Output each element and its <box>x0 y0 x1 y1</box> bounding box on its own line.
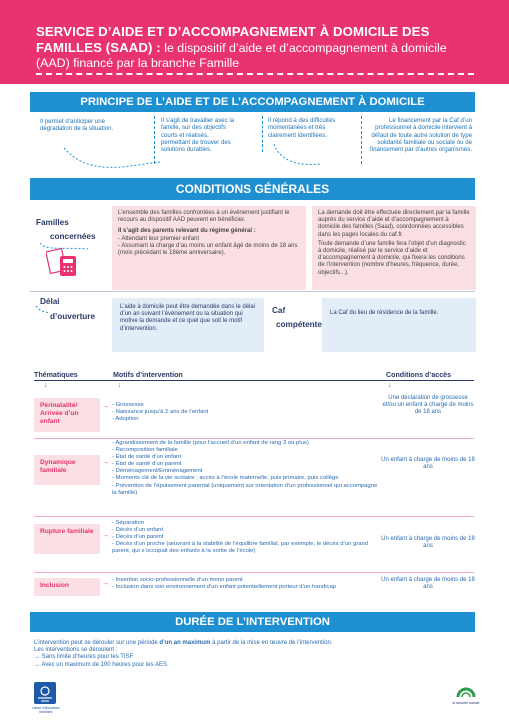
arrow-down-icon: ↓ <box>44 382 48 389</box>
delai-label-1: Délai <box>40 297 60 306</box>
delai-box: L’aide à domicile peut être demandée dans le délai d’un an suivant l’événement ou la situation qui motive la demande et ce quel que soit le motif d’intervention. <box>112 298 264 352</box>
duree-text <box>34 640 474 669</box>
principe-item-1: Il permet d’anticiper une dégradation de la situation. <box>40 118 114 133</box>
list-item: - Décès d’un parent <box>112 534 164 541</box>
familles-right-text-1: La demande doit être effectuée directement par la famille auprès du service d’aide et d’accompagnement à domicile des familles (Saad), coordonnées accessibles dans les pages locales du caf.fr. <box>318 210 470 238</box>
condition-inclusion: Un enfant à charge de moins de 18 ans <box>381 577 475 591</box>
list-item: - État de santé d’un enfant <box>112 454 182 461</box>
familles-label-2: concernées <box>50 232 96 241</box>
principe-item-4: Le financement par la Caf d’un professionnel à domicile intervient à défaut de toute autre solution de type solidarité familiale ou sociale ou de financement par d’autres organismes. <box>370 117 472 154</box>
theme-perinatalite: Périnatalité/ Arrivée d’un enfant <box>34 398 100 432</box>
familles-left-text-4: - Assumant la charge d’au moins un enfant âgé de moins de 18 ans (mois précédant le 18ème anniversaire). <box>118 242 298 257</box>
theme-rupture: Rupture familiale <box>34 524 100 554</box>
securite-sociale-logo-text: la sécurité sociale <box>452 701 480 705</box>
list-item: - Moments clé de la vie scolaire : accès à l’école maternelle, puis primaire, puis collège <box>112 475 339 482</box>
col-header-motifs: Motifs d’intervention <box>113 371 183 379</box>
col-header-conditions: Conditions d’accès <box>386 371 452 379</box>
principe-dashed-curves <box>60 140 380 180</box>
conditions-heading-bar <box>30 178 475 200</box>
list-item: - Naissance jusqu’à 2 ans de l’enfant <box>112 409 209 416</box>
arrow-right-icon: → <box>102 459 109 466</box>
familles-right-text-2: Toute demande d’une famille fera l’objet d’un diagnostic à domicile, réalisé par le service d’aide et d’accompagnement à domicile, qui fixera les conditions de l’intervention (nombre d’heures, fréquence, durée, objectifs...). <box>318 240 466 276</box>
col-header-themes: Thématiques <box>34 371 78 379</box>
motifs-dynamique <box>112 440 380 497</box>
theme-dynamique: Dynamique familiale <box>34 455 100 485</box>
caf-label-2: compétente <box>276 320 322 329</box>
list-item: - Adoption <box>112 416 139 423</box>
familles-left-text-2: Il s’agit des parents relevant du régime général : <box>118 228 256 235</box>
list-item: - Insertion socio-professionnelle d’un mono parent <box>112 577 243 583</box>
row-divider <box>34 516 474 517</box>
conditions-heading: CONDITIONS GÉNÉRALES <box>175 182 330 196</box>
list-item: - Prévention de l’épuisement parental (uniquement sur orientation d’un professionnel qui accompagne la famille) <box>112 482 378 496</box>
theme-inclusion: Inclusion <box>34 578 100 596</box>
list-item: - Grossesse <box>112 402 144 408</box>
condition-rupture: Un enfant à charge de moins de 18 ans <box>381 536 475 550</box>
delai-curve <box>32 304 112 316</box>
arrow-right-icon: → <box>102 403 109 410</box>
table-header-rule <box>34 380 474 381</box>
list-item: - Séparation <box>112 520 145 526</box>
duree-heading-bar <box>30 612 475 632</box>
motifs-inclusion <box>112 577 380 591</box>
list-item: - Déménagement/Emménagement <box>112 468 203 475</box>
list-item: - Inclusion dans son environnement d’un enfant potentiellement porteur d’un handicap <box>112 584 336 591</box>
page-title-bold: SERVICE D’AIDE ET D’ACCOMPAGNEMENT À DOMICILE DES FAMILLES (SAAD) : <box>36 24 430 55</box>
caf-logo-icon <box>34 682 56 704</box>
principe-heading-bar <box>30 92 475 112</box>
arrow-down-icon: ↓ <box>388 382 392 389</box>
condition-perinatalite: Une déclaration de grossesse et/ou un enfant à charge de moins de 18 ans <box>382 395 474 416</box>
arrow-down-icon: ↓ <box>118 382 122 389</box>
calculator-icon <box>46 248 86 278</box>
page-title-rest: le dispositif d’aide et d’accompagnement à domicile (AAD) financé par la branche Famille <box>36 41 447 70</box>
caf-label-1: Caf <box>272 306 286 315</box>
conditions-divider <box>30 291 475 292</box>
row-divider <box>34 572 474 573</box>
list-item: - Décès d’un proche (œuvrant à la stabilité de l’équilibre familial, par exemple, le décès d’un grand parent, qui s’occupait des enfants à la sortie de l’école) <box>112 541 369 555</box>
motifs-perinatalite <box>112 402 372 423</box>
duree-line-3: → Sans limite d’heures pour les TISF <box>34 654 134 661</box>
arrow-right-icon: → <box>102 580 109 587</box>
condition-dynamique: Un enfant à charge de moins de 18 ans <box>381 457 475 471</box>
familles-label-1: Familles <box>36 218 69 227</box>
duree-line-1: L’intervention peut se dérouler sur une période d’un an maximum à partir de la mise en œuvre de l’intervention. <box>34 640 333 646</box>
list-item: - État de santé d’un parent <box>112 461 182 468</box>
list-item: - Agrandissement de la famille (pour l’accueil d’un enfant de rang 3 ou plus) <box>112 440 309 446</box>
principe-heading: PRINCIPE DE L’AIDE ET DE L’ACCOMPAGNEMENT À DOMICILE <box>80 96 425 108</box>
duree-heading: DURÉE DE L’INTERVENTION <box>175 616 330 628</box>
familles-right-box <box>312 206 476 290</box>
arrow-right-icon: → <box>102 532 109 539</box>
motifs-rupture <box>112 520 380 555</box>
list-item: - Recomposition familiale <box>112 447 178 454</box>
caf-logo <box>34 682 56 704</box>
header-dashed-line <box>36 73 474 75</box>
list-item: - Décès d’un enfant <box>112 527 164 534</box>
caf-logo-text: caisse d’allocations familiales <box>32 706 60 714</box>
delai-label-2: d’ouverture <box>50 312 96 321</box>
principe-item-3: Il répond à des difficultés momentanées et très clairement identifiées. <box>268 117 336 139</box>
familles-left-text-3: - Attendant leur premier enfant <box>118 235 200 242</box>
duree-line-2: Les interventions se déroulent : <box>34 647 118 654</box>
duree-line-4: → Avec un maximum de 100 heures pour les AES <box>34 661 167 668</box>
row-divider <box>34 438 474 439</box>
caf-box: La Caf du lieu de résidence de la famille. <box>322 298 476 352</box>
securite-sociale-logo-icon <box>455 682 477 700</box>
familles-left-box <box>112 206 306 290</box>
principe-item-2: Il s’agit de travailler avec la famille, sur des objectifs courts et réalisés, permettant de trouver des solutions durables. <box>161 117 235 154</box>
page-title <box>36 24 476 71</box>
familles-left-text-1: L’ensemble des familles confrontées à un événement justifiant le recours au dispositif AAD peuvent en bénéficier. <box>118 210 290 224</box>
